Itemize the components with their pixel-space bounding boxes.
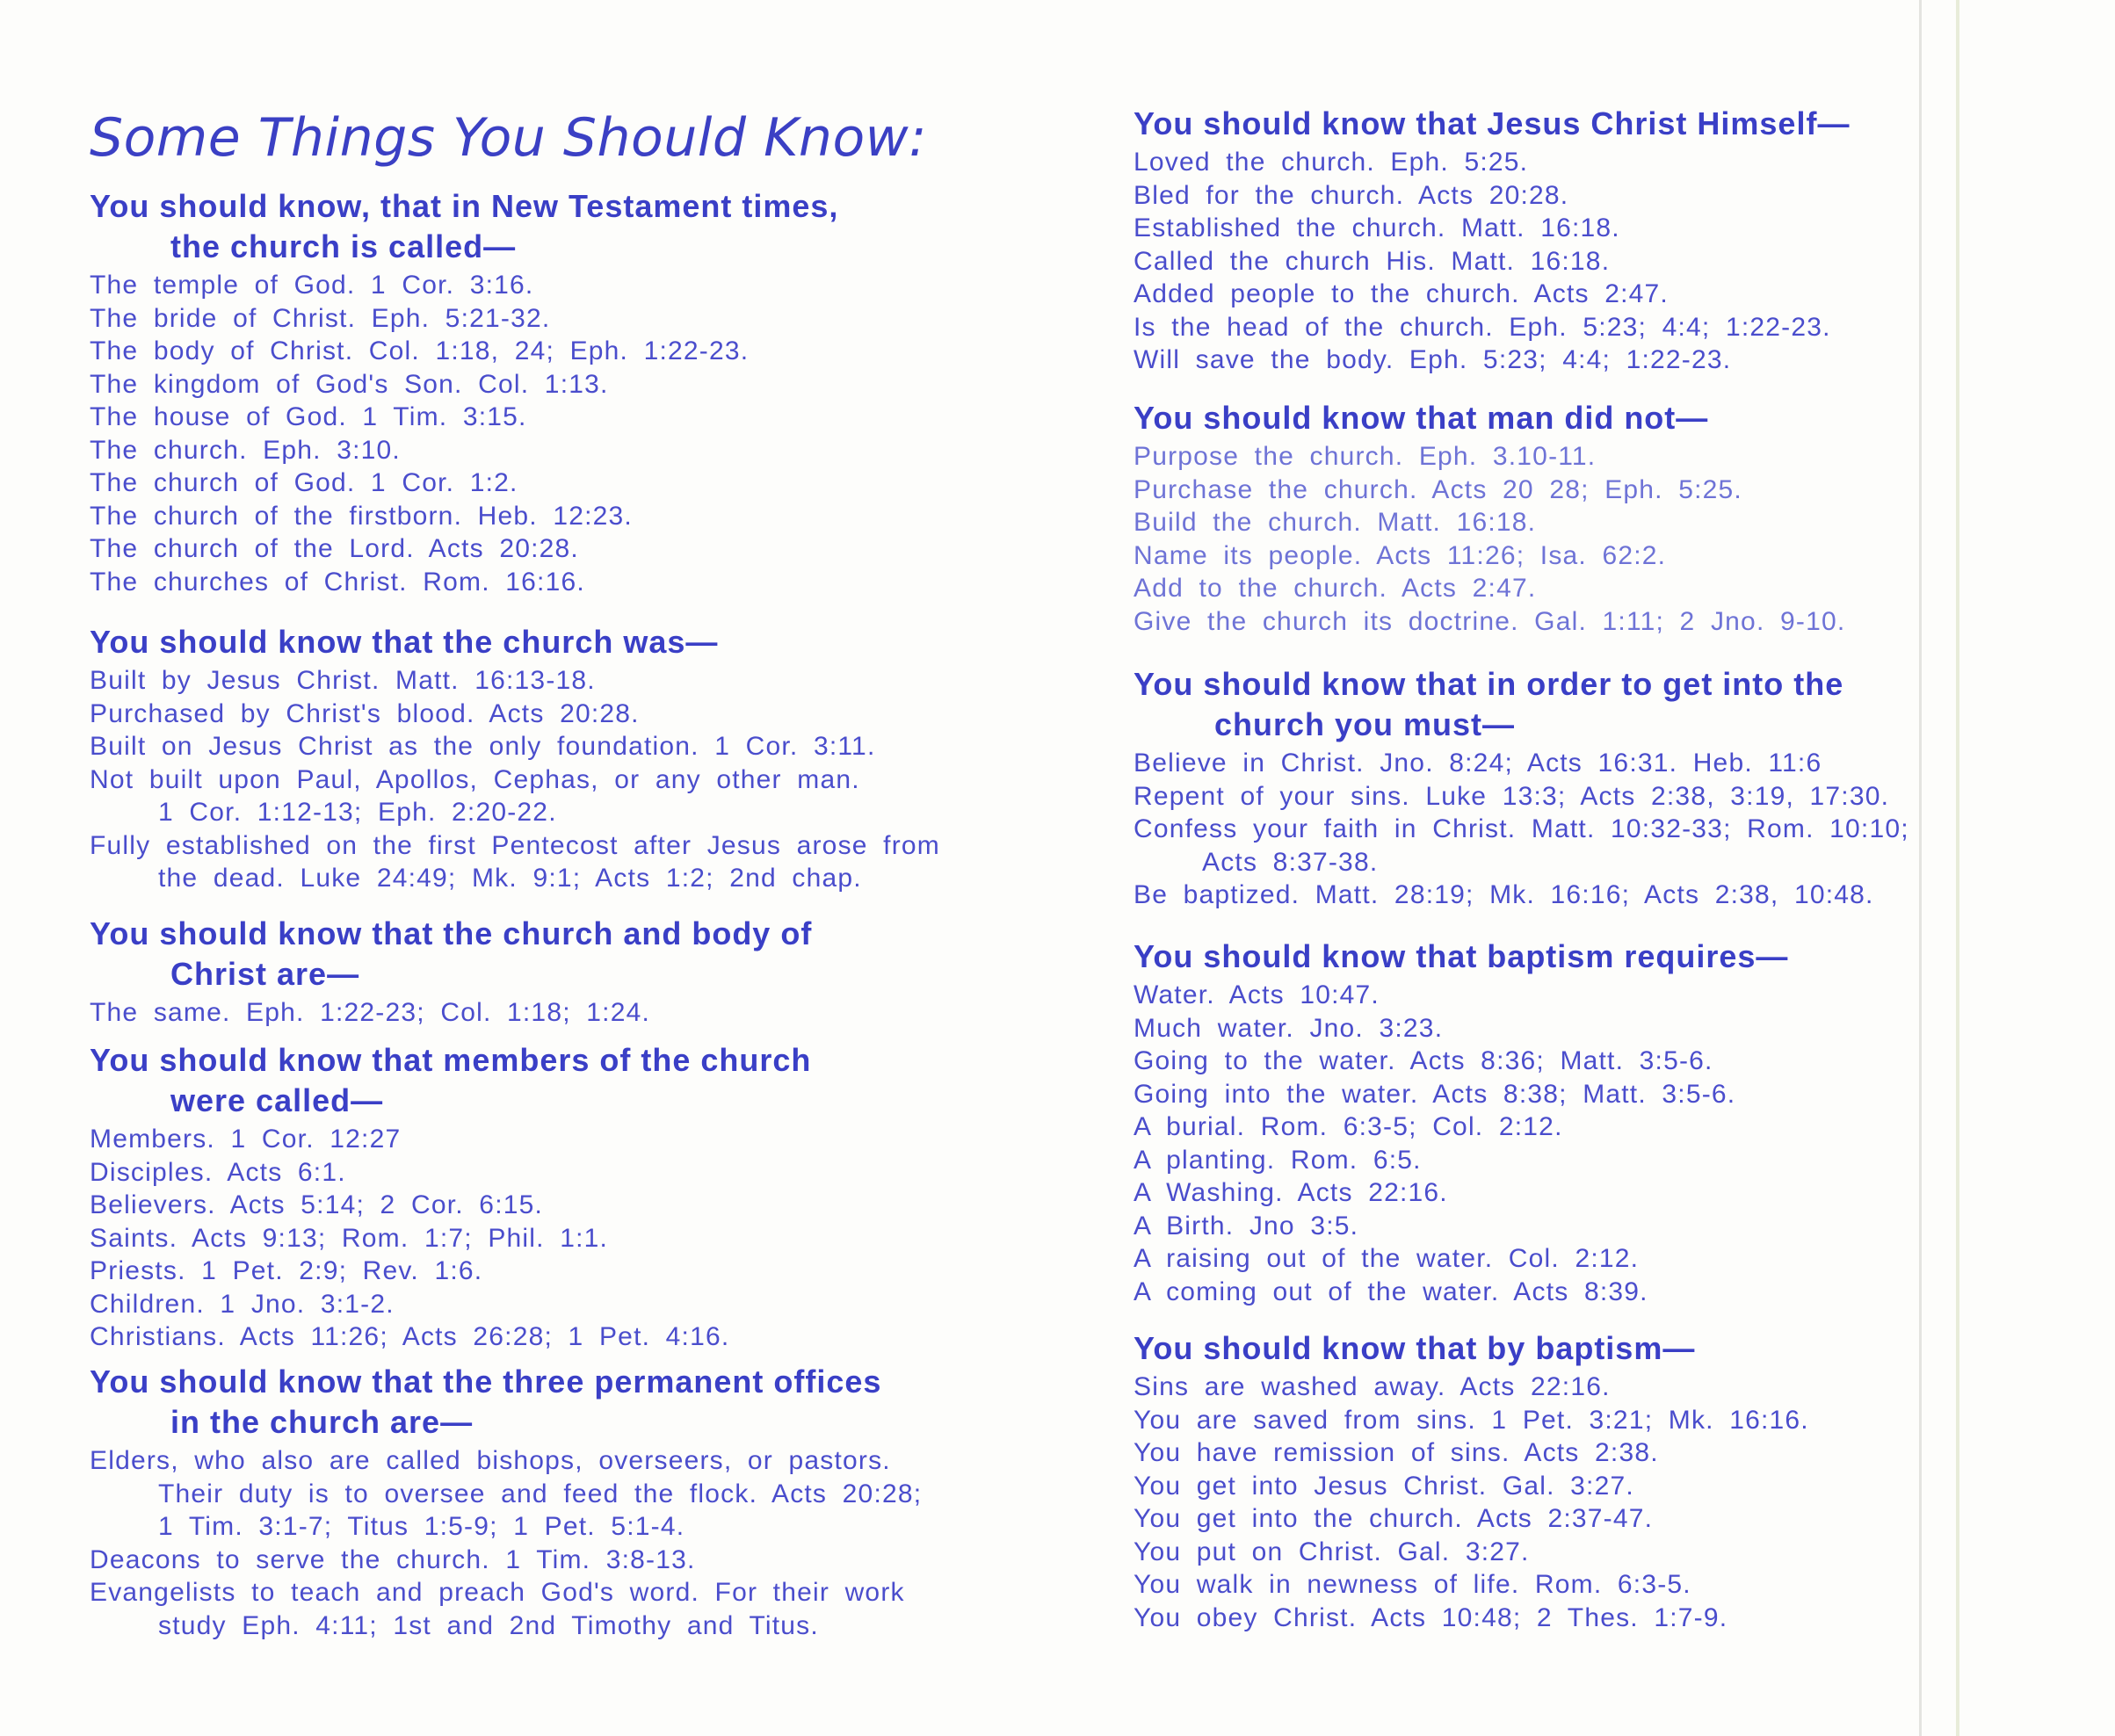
list-item (1134, 278, 1850, 311)
list-item-text: Their duty is to oversee and feed the flock. Acts 20:28; (158, 1479, 923, 1508)
list-item (1134, 1210, 1788, 1243)
page-fold-line (1919, 0, 1922, 1736)
section-heading-line: You should know that Jesus Christ Himself— (1134, 105, 1851, 141)
list-item (1134, 1144, 1788, 1177)
list-item (1134, 311, 1850, 344)
list-item-text: You get into the church. Acts 2:37-47. (1134, 1504, 1654, 1533)
list-item (1134, 747, 1909, 780)
list-item-text: the dead. Luke 24:49; Mk. 9:1; Acts 1:2; 2nd chap. (158, 864, 862, 893)
list-item (90, 1444, 922, 1544)
reference-list (90, 664, 940, 895)
list-item-text: You put on Christ. Gal. 3:27. (1134, 1537, 1530, 1566)
list-item-text: Deacons to serve the church. 1 Tim. 3:8-13. (90, 1544, 696, 1574)
list-item (1134, 1242, 1788, 1276)
list-item (90, 1255, 811, 1288)
list-item (1134, 179, 1850, 213)
list-item (90, 269, 838, 302)
list-item (90, 829, 940, 895)
list-item-text: Fully established on the first Pentecost after Jesus arose from (90, 830, 940, 860)
list-item (1134, 780, 1909, 814)
section (90, 186, 838, 598)
list-item (1134, 1536, 1809, 1569)
list-item (90, 996, 812, 1030)
list-item (90, 1576, 922, 1642)
list-item (1134, 879, 1909, 912)
list-item-text: The body of Christ. Col. 1:18, 24; Eph. 1:22-23. (90, 336, 750, 365)
list-item-text: The kingdom of God's Son. Col. 1:13. (90, 369, 609, 399)
section-heading (90, 1362, 922, 1443)
list-item-text: Purpose the church. Eph. 3.10-11. (1134, 442, 1597, 471)
list-item (1134, 1404, 1809, 1437)
list-item (1134, 474, 1845, 507)
list-item (1134, 1276, 1788, 1309)
reference-list (1134, 747, 1909, 912)
reference-list (1134, 146, 1850, 377)
list-item-text: Saints. Acts 9:13; Rom. 1:7; Phil. 1:1. (90, 1223, 609, 1253)
list-item (1134, 146, 1850, 179)
reference-list (1134, 1371, 1809, 1634)
section-heading (1134, 1328, 1809, 1369)
list-item-text: Established the church. Matt. 16:18. (1134, 213, 1620, 242)
list-item (1134, 1176, 1788, 1210)
list-item-text: 1 Tim. 3:1-7; Titus 1:5-9; 1 Pet. 5:1-4. (158, 1512, 685, 1541)
list-item-text: Purchased by Christ's blood. Acts 20:28. (90, 698, 640, 728)
section-heading (90, 622, 940, 662)
reference-list (1134, 979, 1788, 1308)
section-heading-line: the church is called— (170, 228, 517, 264)
list-item (1134, 1502, 1809, 1536)
section-heading-line: You should know that the three permanent offices (90, 1363, 882, 1400)
list-item-text: Give the church its doctrine. Gal. 1:11; 2 Jno. 9-10. (1134, 606, 1846, 636)
list-item-text: The same. Eph. 1:22-23; Col. 1:18; 1:24. (90, 998, 650, 1027)
list-item (1134, 813, 1909, 879)
list-item-text: You have remission of sins. Acts 2:38. (1134, 1438, 1659, 1467)
list-item-text: The house of God. 1 Tim. 3:15. (90, 402, 527, 431)
list-item (90, 1189, 811, 1222)
section (90, 1040, 811, 1354)
list-item-text: The church of the Lord. Acts 20:28. (90, 534, 579, 563)
list-item-text: Add to the church. Acts 2:47. (1134, 574, 1537, 603)
list-item-text: You get into Jesus Christ. Gal. 3:27. (1134, 1471, 1634, 1501)
list-item-text: Acts 8:37-38. (1202, 847, 1379, 877)
reference-list (90, 1123, 811, 1354)
list-item-text: Purchase the church. Acts 20 28; Eph. 5:25. (1134, 474, 1742, 504)
list-item-text: The church of God. 1 Cor. 1:2. (90, 468, 518, 497)
list-item (1134, 1470, 1809, 1503)
list-item (90, 1544, 922, 1577)
list-item-text: The bride of Christ. Eph. 5:21-32. (90, 303, 551, 333)
section (90, 914, 812, 1030)
list-item (1134, 245, 1850, 278)
list-item (1134, 1110, 1788, 1144)
list-item-text: A coming out of the water. Acts 8:39. (1134, 1277, 1648, 1306)
list-item (1134, 572, 1845, 605)
section-heading (1134, 398, 1845, 438)
list-item-text: You are saved from sins. 1 Pet. 3:21; Mk. 16:16. (1134, 1405, 1809, 1435)
section-heading-line: You should know that man did not— (1134, 400, 1709, 436)
list-item (1134, 1012, 1788, 1045)
list-item-text: You obey Christ. Acts 10:48; 2 Thes. 1:7-9. (1134, 1602, 1728, 1632)
list-item (1134, 212, 1850, 245)
list-item-text: Called the church His. Matt. 16:18. (1134, 246, 1611, 276)
list-item-text: Water. Acts 10:47. (1134, 980, 1380, 1009)
list-item (1134, 344, 1850, 377)
list-item (90, 467, 838, 500)
list-item (90, 566, 838, 599)
list-item-text: study Eph. 4:11; 1st and 2nd Timothy and Titus. (158, 1610, 819, 1640)
list-item-text: Evangelists to teach and preach God's word. For their work (90, 1578, 905, 1607)
list-item (90, 1123, 811, 1156)
list-item-text: The church of the firstborn. Heb. 12:23. (90, 501, 633, 531)
list-item-text: A Birth. Jno 3:5. (1134, 1211, 1359, 1241)
section (1134, 937, 1788, 1308)
list-item-text: You walk in newness of life. Rom. 6:3-5. (1134, 1570, 1691, 1599)
list-item-text: The churches of Christ. Rom. 16:16. (90, 567, 585, 597)
list-item-text: Name its people. Acts 11:26; Isa. 62:2. (1134, 540, 1667, 570)
list-item (90, 664, 940, 698)
list-item (90, 500, 838, 533)
list-item (90, 1288, 811, 1321)
section-heading (1134, 104, 1850, 144)
list-item (1134, 1602, 1809, 1635)
list-item (1134, 1078, 1788, 1111)
list-item (90, 532, 838, 566)
section-heading (90, 914, 812, 995)
list-item (90, 302, 838, 336)
reference-list (90, 269, 838, 598)
list-item-text: Christians. Acts 11:26; Acts 26:28; 1 Pet. 4:16. (90, 1322, 730, 1351)
list-item-text: Repent of your sins. Luke 13:3; Acts 2:38, 3:19, 17:30. (1134, 781, 1890, 811)
section-heading (1134, 937, 1788, 977)
list-item (90, 1156, 811, 1190)
list-item (1134, 979, 1788, 1012)
list-item-text: Sins are washed away. Acts 22:16. (1134, 1372, 1611, 1401)
section-heading-line: church you must— (1214, 706, 1516, 742)
reference-list (90, 996, 812, 1030)
section-heading (1134, 664, 1909, 745)
list-item-text: Build the church. Matt. 16:18. (1134, 508, 1537, 537)
section-heading-line: Christ are— (170, 956, 360, 992)
list-item (90, 698, 940, 731)
list-item-text: Built by Jesus Christ. Matt. 16:13-18. (90, 666, 596, 695)
section (90, 622, 940, 895)
list-item-text: Loved the church. Eph. 5:25. (1134, 148, 1529, 177)
list-item (90, 1320, 811, 1354)
list-item (1134, 1568, 1809, 1602)
list-item (1134, 1436, 1809, 1470)
section-heading-line: were called— (170, 1082, 384, 1118)
list-item-text: A planting. Rom. 6:5. (1134, 1145, 1422, 1175)
list-item-text: Added people to the church. Acts 2:47. (1134, 279, 1669, 308)
list-item (1134, 506, 1845, 539)
list-item-text: The temple of God. 1 Cor. 3:16. (90, 271, 534, 300)
list-item-text: Elders, who also are called bishops, overseers, or pastors. (90, 1446, 891, 1475)
section (1134, 1328, 1809, 1634)
list-item-text: A raising out of the water. Col. 2:12. (1134, 1244, 1640, 1273)
section (1134, 398, 1845, 638)
list-item (90, 368, 838, 401)
list-item-text: 1 Cor. 1:12-13; Eph. 2:20-22. (158, 798, 557, 827)
section-heading-line: You should know that baptism requires— (1134, 938, 1789, 974)
list-item (90, 763, 940, 829)
list-item-text: Is the head of the church. Eph. 5:23; 4:4; 1:22-23. (1134, 312, 1831, 342)
list-item-text: Members. 1 Cor. 12:27 (90, 1125, 402, 1154)
section-heading (90, 186, 838, 267)
list-item (90, 730, 940, 763)
page-title: Some Things You Should Know: (90, 107, 927, 169)
list-item (1134, 539, 1845, 573)
list-item-text: Believe in Christ. Jno. 8:24; Acts 16:31. Heb. 11:6 (1134, 749, 1822, 778)
list-item-text: Not built upon Paul, Apollos, Cephas, or any other man. (90, 764, 860, 794)
list-item-text: Confess your faith in Christ. Matt. 10:32-33; Rom. 10:10; (1134, 814, 1909, 843)
list-item (1134, 1045, 1788, 1078)
list-item-text: Priests. 1 Pet. 2:9; Rev. 1:6. (90, 1256, 483, 1285)
reference-list (1134, 440, 1845, 638)
list-item-text: Bled for the church. Acts 20:28. (1134, 180, 1569, 210)
section-heading-line: in the church are— (170, 1404, 474, 1440)
list-item-text: Built on Jesus Christ as the only foundation. 1 Cor. 3:11. (90, 732, 876, 761)
list-item-text: Much water. Jno. 3:23. (1134, 1013, 1444, 1043)
page-edge (1956, 0, 1959, 1736)
list-item-text: The church. Eph. 3:10. (90, 435, 401, 465)
list-item (1134, 605, 1845, 639)
list-item-text: Disciples. Acts 6:1. (90, 1157, 346, 1187)
list-item (90, 1222, 811, 1255)
section-heading-line: You should know, that in New Testament times, (90, 188, 839, 224)
reference-list (90, 1444, 922, 1642)
section (1134, 104, 1850, 377)
section-heading-line: You should know that members of the church (90, 1042, 812, 1078)
list-item (90, 434, 838, 467)
list-item-text: A Washing. Acts 22:16. (1134, 1178, 1448, 1207)
section-heading (90, 1040, 811, 1121)
list-item-text: A burial. Rom. 6:3-5; Col. 2:12. (1134, 1112, 1563, 1141)
list-item-text: Be baptized. Matt. 28:19; Mk. 16:16; Acts 2:38, 10:48. (1134, 880, 1874, 909)
section-heading-line: You should know that in order to get into the (1134, 666, 1844, 702)
list-item (90, 335, 838, 368)
list-item-text: Believers. Acts 5:14; 2 Cor. 6:15. (90, 1190, 544, 1219)
section (90, 1362, 922, 1642)
list-item (90, 401, 838, 434)
list-item-text: Children. 1 Jno. 3:1-2. (90, 1289, 395, 1319)
section-heading-line: You should know that the church was— (90, 624, 719, 660)
list-item (1134, 1371, 1809, 1404)
section-heading-line: You should know that by baptism— (1134, 1330, 1696, 1366)
list-item-text: Going into the water. Acts 8:38; Matt. 3:5-6. (1134, 1079, 1736, 1109)
list-item-text: Going to the water. Acts 8:36; Matt. 3:5-6. (1134, 1046, 1713, 1075)
list-item-text: Will save the body. Eph. 5:23; 4:4; 1:22-23. (1134, 345, 1732, 374)
section (1134, 664, 1909, 912)
list-item (1134, 440, 1845, 474)
section-heading-line: You should know that the church and body of (90, 915, 813, 951)
